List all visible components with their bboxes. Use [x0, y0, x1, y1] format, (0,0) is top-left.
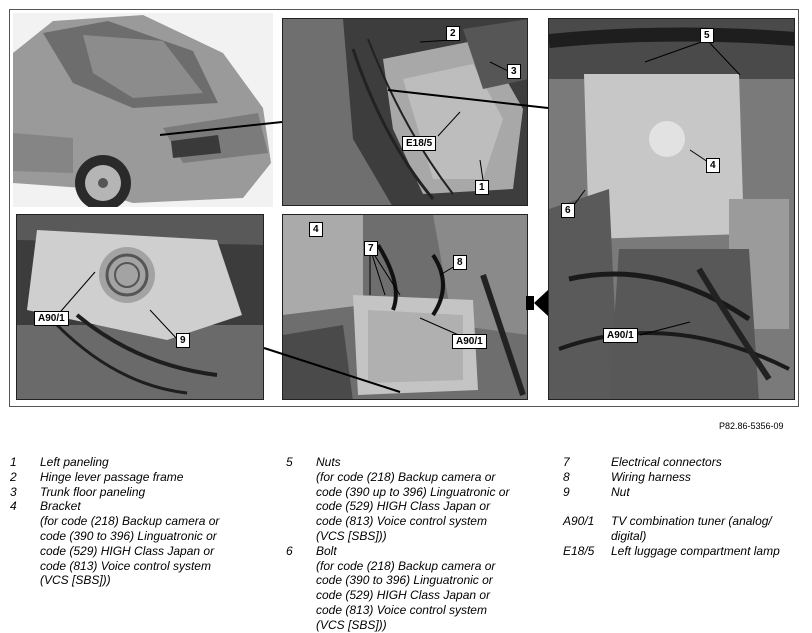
legend-item — [10, 470, 219, 485]
legend-item-text: Wiring harness — [611, 469, 691, 484]
legend-gap — [563, 499, 780, 514]
legend-item — [286, 455, 509, 544]
legend-item-text: Bracket (for code (218) Backup camera or code (390 to 396) Linguatronic or code (529) HIGH Class Japan or code (813) Voice control system (VCS [SBS])) — [40, 499, 220, 588]
callout-2: 2 — [446, 26, 460, 41]
legend-item — [563, 455, 780, 470]
legend-item-number: A90/1 — [563, 514, 595, 529]
legend-item — [10, 485, 219, 500]
callout-6: 6 — [561, 203, 575, 218]
legend-item-text: Nut — [611, 484, 630, 499]
legend-item-number: 1 — [10, 455, 17, 469]
callout-a90-1-right: A90/1 — [603, 328, 638, 343]
legend-item-text: Hinge lever passage frame — [40, 469, 184, 484]
direction-arrow-icon — [534, 290, 548, 316]
legend-item-number: 5 — [286, 455, 293, 469]
callout-e18-5: E18/5 — [402, 136, 436, 151]
callout-8: 8 — [453, 255, 467, 270]
legend-item-text: Trunk floor paneling — [40, 484, 146, 499]
legend-item-number: 3 — [10, 484, 17, 499]
callout-a90-1-left: A90/1 — [34, 311, 69, 326]
legend-item — [563, 470, 780, 485]
legend-item — [10, 499, 219, 588]
legend-item-number: E18/5 — [563, 543, 595, 558]
diagram-reference: P82.86-5356-09 — [719, 421, 784, 431]
legend-item-text: Bolt (for code (218) Backup camera or code (390 to 396) Linguatronic or code (529) HIGH Class Japan or code (813) Voice control system (VCS [SBS])) — [316, 543, 496, 632]
callout-a90-1-middle: A90/1 — [452, 334, 487, 349]
callout-5: 5 — [700, 28, 714, 43]
legend-item-text: Electrical connectors — [611, 455, 722, 469]
legend-item-number: 9 — [563, 484, 570, 499]
callout-7: 7 — [364, 241, 378, 256]
legend-item — [563, 485, 780, 500]
callout-1: 1 — [475, 180, 489, 195]
callout-4-bracket: 4 — [706, 158, 720, 173]
legend-item-text: TV combination tuner (analog/ digital) — [611, 514, 772, 544]
legend-item-text: Nuts (for code (218) Backup camera or code (390 up to 396) Linguatronic or code (529) HIGH Class Japan or code (813) Voice control system (VCS [SBS])) — [316, 455, 510, 543]
callout-3: 3 — [507, 64, 521, 79]
legend-item-text: Left luggage compartment lamp — [611, 543, 780, 558]
legend-item-number: 8 — [563, 469, 570, 484]
legend-column-1 — [10, 455, 219, 588]
callout-9: 9 — [176, 333, 190, 348]
legend-item — [563, 514, 780, 544]
legend-column-3 — [563, 455, 780, 559]
legend-item-number: 6 — [286, 543, 293, 558]
legend-item — [286, 544, 509, 633]
legend-item-text: Left paneling — [40, 455, 109, 469]
legend-column-2 — [286, 455, 509, 633]
legend-item-number: 4 — [10, 499, 17, 514]
legend-item-number: 2 — [10, 469, 17, 484]
legend-item — [563, 544, 780, 559]
legend-column-3-components — [563, 514, 780, 558]
legend-item — [10, 455, 219, 470]
legend-column-3-items — [563, 455, 780, 499]
callout-4-mounted: 4 — [309, 222, 323, 237]
legend-item-number: 7 — [563, 455, 570, 469]
